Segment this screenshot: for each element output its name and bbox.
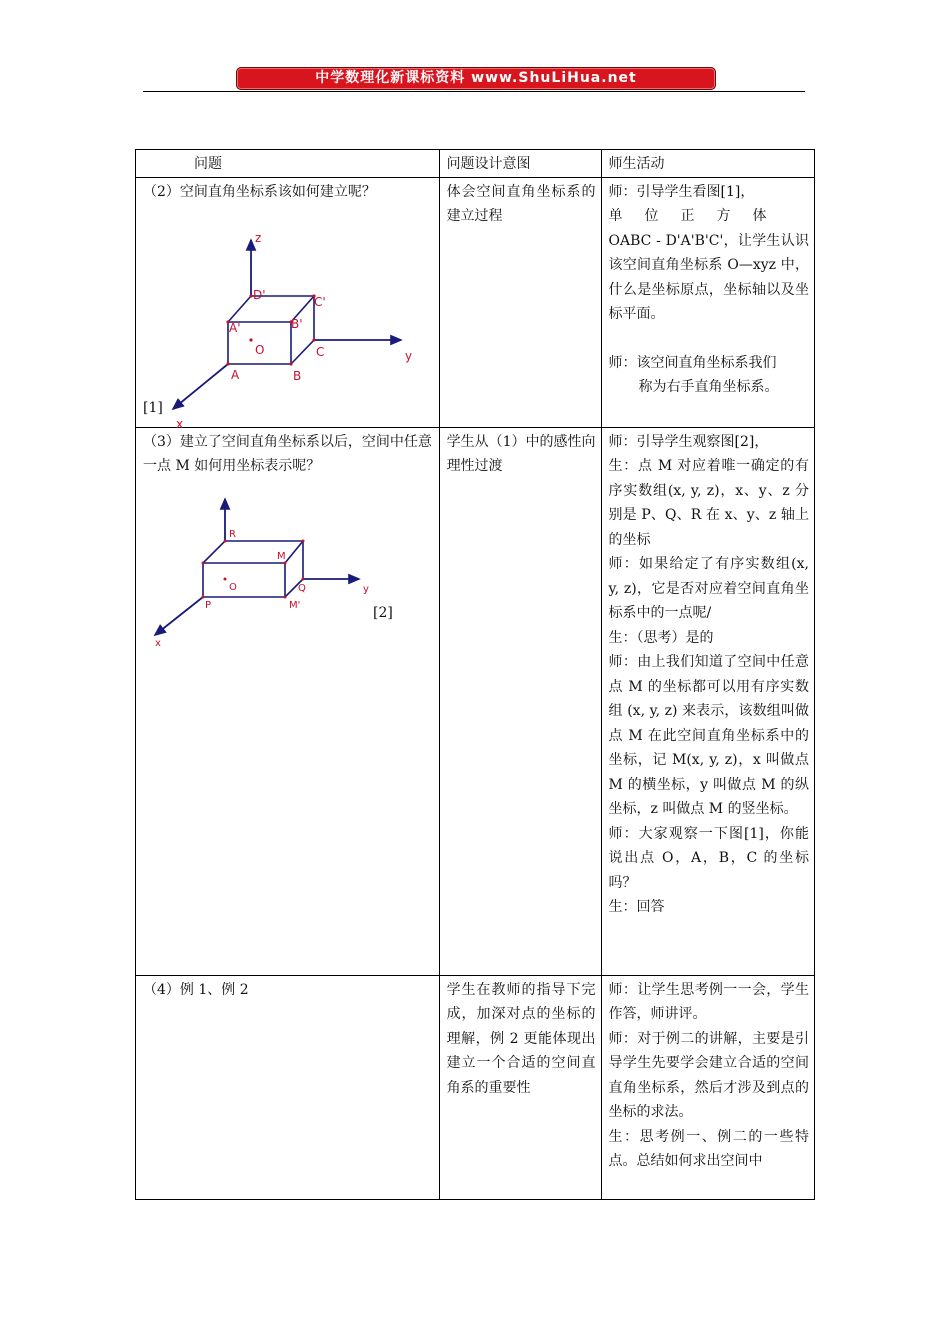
figure-2-point-coordinates [143, 479, 423, 649]
row3-activity-1: 师：对于例二的讲解，主要是引导学生先要学会建立合适的空间直角坐标系，然后才涉及到点的坐标的求法。 [608, 1030, 809, 1120]
figure-1-caption: [1] [143, 400, 163, 416]
label-R: R [229, 528, 236, 540]
figure-2-caption: [2] [373, 604, 393, 621]
label-M1: M' [289, 599, 301, 611]
row2-activity-3: 生：（思考）是的 [608, 629, 714, 646]
row3-question: （4）例 1、例 2 [136, 975, 440, 1199]
label-O: O [255, 343, 265, 357]
header-intent: 问题设计意图 [439, 150, 601, 178]
header-rule [143, 91, 805, 92]
row2-question-cell [136, 427, 440, 975]
row1-activity-cell [601, 177, 814, 427]
box-edges [203, 541, 303, 597]
row2-activity-5: 师：大家观察一下图[1]，你能说出点 O，A，B，C 的坐标吗？ [608, 825, 809, 891]
figure-1-cube-axes [143, 204, 423, 431]
row3-activity-2: 生：思考例一、例二的一些特点。总结如何求出空间中 [608, 1128, 809, 1169]
x-axis-2 [155, 597, 203, 635]
table-row [136, 177, 815, 427]
row2-activity-1: 生：点 M 对应着唯一确定的有序实数组(x, y, z)，x、y、z 分别是 P、Q、R 在 x、y、z 轴上的坐标 [608, 458, 809, 548]
header-activity: 师生活动 [601, 150, 814, 178]
row2-intent: 学生从（1）中的感性向理性过渡 [439, 427, 601, 975]
table-row [136, 427, 815, 975]
axes-2 [155, 499, 359, 635]
label-x2: x [155, 637, 161, 649]
row1-question-cell [136, 177, 440, 431]
row1-question: （2）空间直角坐标系该如何建立呢？ [143, 183, 376, 200]
label-M: M [277, 550, 286, 562]
label-y2: y [363, 583, 369, 595]
row2-activity-0: 师：引导学生观察图[2]， [608, 433, 769, 450]
label-C1: C' [314, 295, 326, 309]
row1-intent: 体会空间直角坐标系的建立过程 [439, 177, 601, 427]
label-A: A [231, 368, 240, 382]
row1-activity-1: 单位正方体 [608, 208, 789, 224]
table-header-row [136, 150, 815, 178]
row3-activity-0: 师：让学生思考例一一会，学生作答，师讲评。 [608, 981, 809, 1022]
table-row [136, 975, 815, 1199]
label-A1: A' [229, 321, 241, 335]
row2-question: （3）建立了空间直角坐标系以后，空间中任意一点 M 如何用坐标表示呢？ [143, 433, 432, 474]
label-B: B [293, 369, 302, 383]
label-x: x [176, 417, 184, 431]
row2-activity-4: 师：由上我们知道了空间中任意点 M 的坐标都可以用有序实数组 (x, y, z) 来表示，该数组叫做点 M 在此空间直角坐标系中的坐标，记 M(x, y, z)，x 叫做点 M 的横坐标，y 叫做点 M 的纵坐标，z 叫做点 M 的竖坐标。 [608, 654, 809, 817]
lesson-table [135, 149, 815, 1200]
label-C: C [316, 345, 325, 359]
label-O2: O [229, 581, 237, 593]
label-Q: Q [298, 582, 306, 594]
site-banner: 中学数理化新课标资料 www.ShuLiHua.net [236, 67, 716, 90]
label-y: y [405, 349, 413, 363]
row2-activity-cell [601, 427, 814, 975]
label-B1: B' [291, 317, 303, 331]
row1-activity-0: 师：引导学生看图[1]， [608, 183, 755, 200]
label-D1: D' [253, 288, 266, 302]
header-question: 问题 [136, 150, 440, 178]
row3-intent: 学生在教师的指导下完成，加深对点的坐标的理解，例 2 更能体现出建立一个合适的空间直角系的重要性 [439, 975, 601, 1199]
row1-activity-3: 师：该空间直角坐标系我们 [608, 354, 777, 371]
row2-activity-2: 师：如果给定了有序实数组(x, y, z)，它是否对应着空间直角坐标系中的一点呢/ [608, 556, 809, 621]
label-z: z [255, 231, 262, 245]
label-P: P [205, 599, 212, 611]
x-axis [173, 364, 228, 409]
row1-activity-2: OABC - D'A'B'C'，让学生认识该空间直角坐标系 O—xyz 中，什么是坐标原点，坐标轴以及坐标平面。 [608, 232, 809, 322]
axes [173, 240, 401, 409]
row1-activity-4: 称为右手直角坐标系。 [638, 379, 779, 395]
row3-activity-cell [601, 975, 814, 1199]
row2-activity-6: 生：回答 [608, 899, 665, 915]
